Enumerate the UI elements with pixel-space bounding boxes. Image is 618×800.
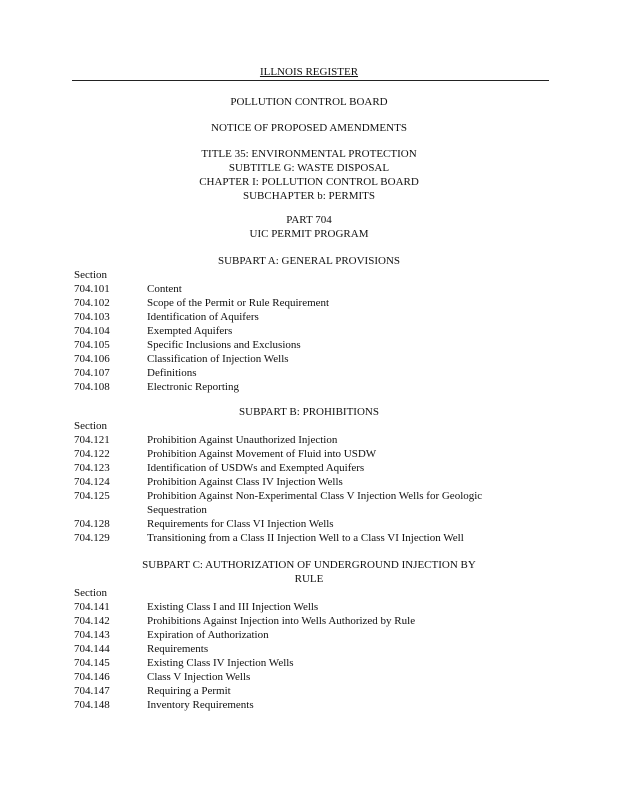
section-title: Existing Class I and III Injection Wells <box>147 601 319 613</box>
section-title: Class V Injection Wells <box>147 671 251 683</box>
section-title-continued: Sequestration <box>147 504 207 516</box>
section-number: 704.104 <box>74 325 110 337</box>
section-number: 704.106 <box>74 353 110 365</box>
subchapter-heading: SUBCHAPTER b: PERMITS <box>242 190 376 202</box>
section-title: Content <box>147 283 182 295</box>
section-number: 704.141 <box>74 601 110 613</box>
section-title: Electronic Reporting <box>147 381 239 393</box>
section-number: 704.143 <box>74 629 110 641</box>
section-title: Identification of Aquifers <box>147 311 259 323</box>
section-title: Identification of USDWs and Exempted Aquifers <box>147 462 365 474</box>
section-title: Requiring a Permit <box>147 685 231 697</box>
section-number: 704.124 <box>74 476 110 488</box>
section-number: 704.122 <box>74 448 110 460</box>
section-title: Prohibition Against Non-Experimental Class V Injection Wells for Geologic <box>147 490 483 502</box>
section-number: 704.125 <box>74 490 110 502</box>
section-title: Prohibition Against Movement of Fluid into USDW <box>147 448 377 460</box>
section-number: 704.105 <box>74 339 110 351</box>
section-title: Expiration of Authorization <box>147 629 269 641</box>
section-number: 704.128 <box>74 518 110 530</box>
section-number: 704.146 <box>74 671 110 683</box>
title-heading: TITLE 35: ENVIRONMENTAL PROTECTION <box>201 148 417 160</box>
section-title: Prohibition Against Class IV Injection Wells <box>147 476 343 488</box>
section-title: Transitioning from a Class II Injection Well to a Class VI Injection Well <box>147 532 464 544</box>
subpart-b-heading: SUBPART B: PROHIBITIONS <box>239 406 379 418</box>
section-number: 704.121 <box>74 434 110 446</box>
register-title: ILLNOIS REGISTER <box>259 66 359 78</box>
section-title: Specific Inclusions and Exclusions <box>147 339 301 351</box>
section-number: 704.101 <box>74 283 110 295</box>
section-number: 704.144 <box>74 643 110 655</box>
header-rule <box>72 80 549 81</box>
section-title: Existing Class IV Injection Wells <box>147 657 294 669</box>
section-label: Section <box>74 269 107 281</box>
subpart-c-heading: SUBPART C: AUTHORIZATION OF UNDERGROUND INJECTION BY <box>142 559 476 571</box>
section-number: 704.108 <box>74 381 110 393</box>
section-number: 704.129 <box>74 532 110 544</box>
section-title: Prohibitions Against Injection into Wells Authorized by Rule <box>147 615 416 627</box>
part-heading: PART 704 <box>286 214 332 226</box>
section-number: 704.123 <box>74 462 110 474</box>
section-title: Inventory Requirements <box>147 699 254 711</box>
program-heading: UIC PERMIT PROGRAM <box>249 228 369 240</box>
subtitle-heading: SUBTITLE G: WASTE DISPOSAL <box>228 162 390 174</box>
section-title: Exempted Aquifers <box>147 325 233 337</box>
section-title: Definitions <box>147 367 197 379</box>
section-title: Prohibition Against Unauthorized Injection <box>147 434 338 446</box>
section-number: 704.145 <box>74 657 110 669</box>
section-label: Section <box>74 420 107 432</box>
section-number: 704.103 <box>74 311 110 323</box>
section-title: Requirements for Class VI Injection Wells <box>147 518 334 530</box>
board-heading: POLLUTION CONTROL BOARD <box>230 96 388 108</box>
section-number: 704.102 <box>74 297 110 309</box>
section-number: 704.142 <box>74 615 110 627</box>
section-label: Section <box>74 587 107 599</box>
subpart-a-heading: SUBPART A: GENERAL PROVISIONS <box>218 255 400 267</box>
section-number: 704.147 <box>74 685 110 697</box>
section-title: Requirements <box>147 643 209 655</box>
section-title: Classification of Injection Wells <box>147 353 289 365</box>
subpart-c-heading-continued: RULE <box>294 573 324 585</box>
notice-heading: NOTICE OF PROPOSED AMENDMENTS <box>211 122 407 134</box>
section-number: 704.148 <box>74 699 110 711</box>
section-title: Scope of the Permit or Rule Requirement <box>147 297 330 309</box>
section-number: 704.107 <box>74 367 110 379</box>
chapter-heading: CHAPTER I: POLLUTION CONTROL BOARD <box>199 176 419 188</box>
